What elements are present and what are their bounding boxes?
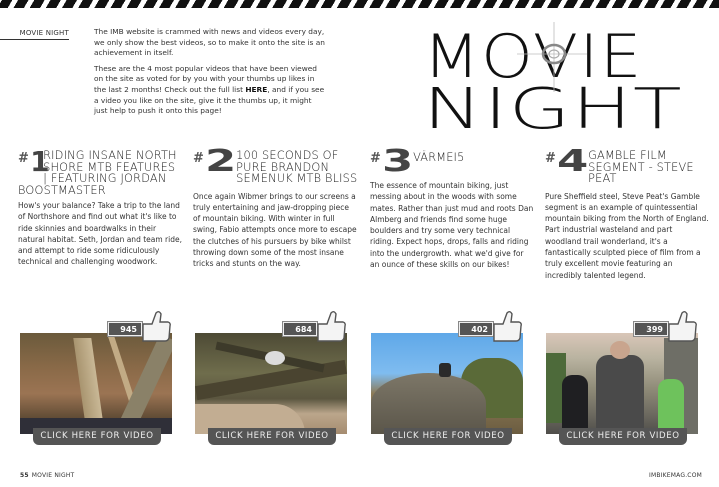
intro-paragraph-2 xyxy=(94,64,326,117)
video-entry-2 xyxy=(193,144,358,270)
click-for-video-button[interactable]: CLICK HERE FOR VIDEO xyxy=(208,428,336,445)
top-hazard-stripe xyxy=(0,0,719,8)
thumbs-up-icon[interactable] xyxy=(315,310,347,346)
video-title: GAMBLE FILM SEGMENT - STEVE PEAT xyxy=(588,149,694,185)
video-title: RIDING INSANE NORTH SHORE MTB FEATURES | FEATURING JORDAN BOOSTMASTER xyxy=(18,149,177,197)
page-title xyxy=(423,22,703,142)
rank-badge xyxy=(18,145,50,178)
video-title: 100 SECONDS OF PURE BRANDON SEMENUK MTB BLISS xyxy=(236,149,358,185)
intro-text-after: , and if you see a video you like on the site, give it the thumbs up, it might just help to push it onto this page! xyxy=(94,84,325,116)
intro-paragraph-1: The IMB website is crammed with news and videos every day, we only show the best videos, so to make it onto the site is an achievement in itself. xyxy=(94,27,325,58)
thumbs-up-icon[interactable] xyxy=(491,310,523,346)
likes-count: 945 xyxy=(108,322,142,336)
target-reticle-icon xyxy=(517,22,587,92)
video-thumbnail[interactable] xyxy=(195,333,347,434)
thumbs-up-icon[interactable] xyxy=(140,310,172,346)
full-list-link[interactable]: HERE xyxy=(245,84,268,94)
video-entry-4 xyxy=(545,144,710,281)
rank-number: 3 xyxy=(382,144,414,179)
video-heading xyxy=(193,144,358,185)
footer-page-info xyxy=(20,472,74,479)
video-thumbnail[interactable] xyxy=(20,333,172,434)
video-entry-1 xyxy=(18,145,183,268)
video-thumbnail[interactable] xyxy=(371,333,523,434)
rank-hash: # xyxy=(370,151,382,166)
video-heading xyxy=(18,145,183,197)
video-description: Pure Sheffield steel, Steve Peat's Gamble segment is an example of quintessential mountain biking from the North of England. Part industrial wasteland and part woodland trail wonderland, it's a fantastically sculpted piece of film from a truly excellent movie featuring an incredibly talented legend. xyxy=(545,191,709,280)
video-description: Once again Wibmer brings to our screens a truly entertaining and jaw-dropping piece of mountain biking. With winter in full swing, Fabio attempts once more to escape the clutches of his pursuers by bike whilst throwing down some of the most insane tricks and stunts on the way. xyxy=(193,191,357,269)
section-label: MOVIE NIGHT xyxy=(0,29,69,40)
click-for-video-button[interactable]: CLICK HERE FOR VIDEO xyxy=(33,428,161,445)
video-heading xyxy=(545,144,710,185)
rank-hash: # xyxy=(193,151,205,166)
likes-count: 684 xyxy=(283,322,317,336)
video-title: VÄRMEI5 xyxy=(413,151,465,164)
rank-number: 2 xyxy=(205,144,237,179)
video-description: The essence of mountain biking, just messing about in the woods with some mates. Rather than just mud and roots Dan Almberg and friends find some huge boulders and try some very technical riding. Expect hops, drops, falls and riding into the undergrowth. what we'd give for an ounce of these skills on our bikes! xyxy=(370,181,534,270)
video-thumbnail[interactable] xyxy=(546,333,698,434)
page-number: 55 xyxy=(20,472,29,479)
intro-text-before: These are the 4 most popular videos that have been viewed on the site as voted for by you with your thumbs up likes in the last 2 months! Check out the full list xyxy=(94,63,318,94)
title-line-night: NIGHT xyxy=(423,77,684,142)
footer-section: MOVIE NIGHT xyxy=(31,472,75,479)
thumbs-up-icon[interactable] xyxy=(666,310,698,346)
click-for-video-button[interactable]: CLICK HERE FOR VIDEO xyxy=(384,428,512,445)
click-for-video-button[interactable]: CLICK HERE FOR VIDEO xyxy=(559,428,687,445)
rank-hash: # xyxy=(545,151,557,166)
rank-number: 4 xyxy=(557,144,589,179)
title-line-movie: MOVIE xyxy=(423,22,643,92)
rank-hash: # xyxy=(18,151,30,166)
rank-badge xyxy=(370,144,414,179)
video-entry-3 xyxy=(370,144,535,270)
video-heading xyxy=(370,144,535,179)
intro-text xyxy=(94,27,326,122)
likes-count: 402 xyxy=(459,322,493,336)
likes-count: 399 xyxy=(634,322,668,336)
rank-number: 1 xyxy=(30,145,50,178)
rank-badge xyxy=(545,144,589,179)
video-description: How's your balance? Take a trip to the land of Northshore and find out what it's like to ride skinnies and boardwalks in their natural habitat. Seth, Jordan and team ride, and attempt to ride some ridiculously technical and challenging woodwork. xyxy=(18,201,182,267)
footer-site-link[interactable]: IMBIKEMAG.COM xyxy=(649,472,702,479)
rank-badge xyxy=(193,144,237,179)
